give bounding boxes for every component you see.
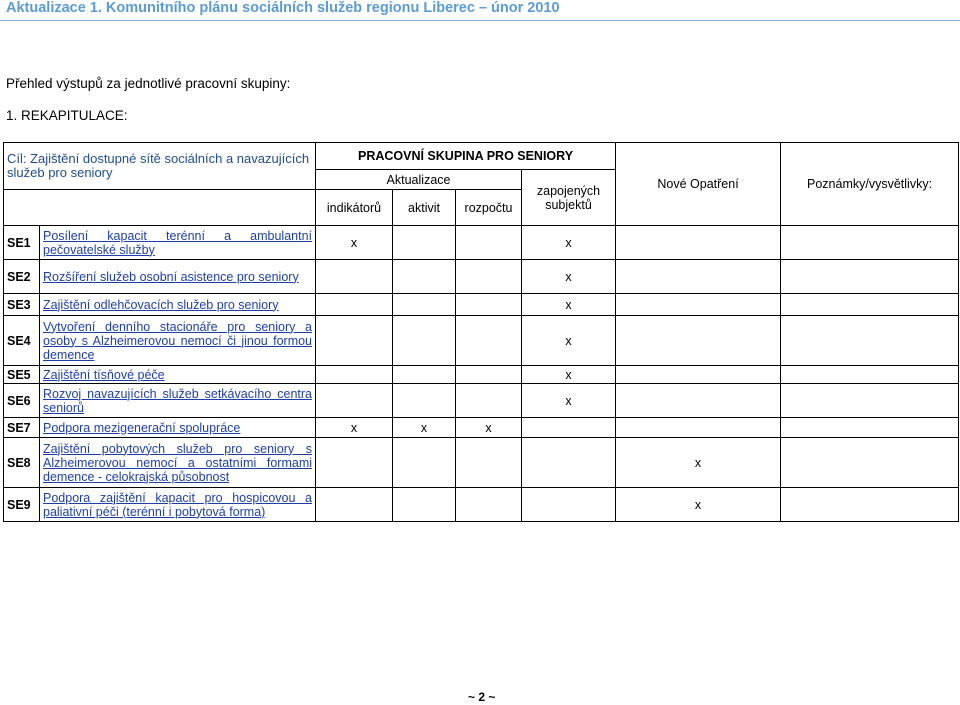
cell-zapojenych — [522, 418, 616, 438]
cell-aktivit — [393, 366, 456, 384]
cell-nove-opatreni — [616, 316, 781, 366]
cell-nove-opatreni — [616, 226, 781, 260]
header-aktivit: aktivit — [393, 190, 456, 226]
row-code: SE6 — [4, 384, 40, 418]
cell-rozpoctu — [456, 438, 522, 488]
cell-indikatoru — [316, 488, 393, 522]
cell-indikatoru — [316, 316, 393, 366]
cell-rozpoctu — [456, 488, 522, 522]
cell-aktivit — [393, 384, 456, 418]
cell-zapojenych: x — [522, 260, 616, 294]
row-code: SE9 — [4, 488, 40, 522]
row-code: SE4 — [4, 316, 40, 366]
row-code: SE7 — [4, 418, 40, 438]
cell-aktivit — [393, 294, 456, 316]
cell-aktivit — [393, 438, 456, 488]
row-code: SE2 — [4, 260, 40, 294]
table-row — [4, 488, 959, 522]
row-measure-text: Podpora zajištění kapacit pro hospicovou a paliativní péči (terénní i pobytová forma) — [40, 488, 316, 522]
cell-indikatoru — [316, 366, 393, 384]
row-measure-text: Zajištění odlehčovacích služeb pro seniory — [40, 294, 316, 316]
cell-nove-opatreni — [616, 260, 781, 294]
cell-poznamky — [781, 226, 959, 260]
intro-line: Přehled výstupů za jednotlivé pracovní skupiny: — [6, 76, 291, 91]
cell-nove-opatreni — [616, 384, 781, 418]
table-row — [4, 366, 959, 384]
cell-poznamky — [781, 418, 959, 438]
cell-indikatoru — [316, 294, 393, 316]
cell-aktivit — [393, 260, 456, 294]
cell-rozpoctu — [456, 366, 522, 384]
table-row — [4, 438, 959, 488]
cell-rozpoctu — [456, 294, 522, 316]
cell-nove-opatreni — [616, 366, 781, 384]
recap-table — [3, 142, 959, 522]
header-poznamky: Poznámky/vysvětlivky: — [781, 143, 959, 226]
cell-nove-opatreni — [616, 294, 781, 316]
cell-rozpoctu — [456, 384, 522, 418]
table-row — [4, 260, 959, 294]
table-row — [4, 294, 959, 316]
row-code: SE5 — [4, 366, 40, 384]
cell-poznamky — [781, 366, 959, 384]
table-row — [4, 226, 959, 260]
row-measure-text: Podpora mezigenerační spolupráce — [40, 418, 316, 438]
cell-indikatoru — [316, 260, 393, 294]
group-title: PRACOVNÍ SKUPINA PRO SENIORY — [316, 143, 616, 170]
cell-zapojenych: x — [522, 366, 616, 384]
cell-zapojenych — [522, 438, 616, 488]
cell-aktivit — [393, 488, 456, 522]
cell-poznamky — [781, 438, 959, 488]
cell-aktivit — [393, 316, 456, 366]
cell-zapojenych: x — [522, 294, 616, 316]
row-code: SE8 — [4, 438, 40, 488]
goal-cell: Cíl: Zajištění dostupné sítě sociálních a navazujících služeb pro seniory — [4, 143, 316, 190]
row-measure-text: Rozvoj navazujících služeb setkávacího centra seniorů — [40, 384, 316, 418]
row-measure-text: Posílení kapacit terénní a ambulantní pečovatelské služby — [40, 226, 316, 260]
cell-zapojenych: x — [522, 226, 616, 260]
table-row — [4, 316, 959, 366]
cell-aktivit — [393, 226, 456, 260]
cell-zapojenych: x — [522, 316, 616, 366]
cell-rozpoctu — [456, 226, 522, 260]
cell-aktivit: x — [393, 418, 456, 438]
row-measure-text: Zajištění pobytových služeb pro seniory s Alzheimerovou nemocí a ostatními formami demence - celokrajská působnost — [40, 438, 316, 488]
cell-zapojenych — [522, 488, 616, 522]
cell-poznamky — [781, 294, 959, 316]
cell-indikatoru — [316, 438, 393, 488]
header-aktualizace: Aktualizace — [316, 170, 522, 190]
header-nove-opatreni: Nové Opatření — [616, 143, 781, 226]
table-row — [4, 384, 959, 418]
cell-rozpoctu — [456, 260, 522, 294]
page-number: ~ 2 ~ — [468, 690, 496, 704]
header-zapojenych: zapojených subjektů — [522, 170, 616, 226]
document-header: Aktualizace 1. Komunitního plánu sociálních služeb regionu Liberec – únor 2010 — [6, 0, 560, 16]
row-code: SE3 — [4, 294, 40, 316]
table-row — [4, 418, 959, 438]
row-measure-text: Zajištění tísňové péče — [40, 366, 316, 384]
cell-nove-opatreni: x — [616, 438, 781, 488]
cell-indikatoru — [316, 384, 393, 418]
cell-nove-opatreni — [616, 418, 781, 438]
header-rozpoctu: rozpočtu — [456, 190, 522, 226]
cell-poznamky — [781, 316, 959, 366]
cell-nove-opatreni: x — [616, 488, 781, 522]
cell-rozpoctu: x — [456, 418, 522, 438]
cell-zapojenych: x — [522, 384, 616, 418]
row-code: SE1 — [4, 226, 40, 260]
section-heading: 1. REKAPITULACE: — [6, 108, 128, 123]
header-indikatoru: indikátorů — [316, 190, 393, 226]
row-measure-text: Rozšíření služeb osobní asistence pro seniory — [40, 260, 316, 294]
cell-indikatoru: x — [316, 418, 393, 438]
cell-poznamky — [781, 384, 959, 418]
row-measure-text: Vytvoření denního stacionáře pro seniory a osoby s Alzheimerovou nemocí či jinou formou demence — [40, 316, 316, 366]
cell-poznamky — [781, 488, 959, 522]
header-divider — [0, 20, 960, 21]
cell-poznamky — [781, 260, 959, 294]
cell-rozpoctu — [456, 316, 522, 366]
cell-indikatoru: x — [316, 226, 393, 260]
